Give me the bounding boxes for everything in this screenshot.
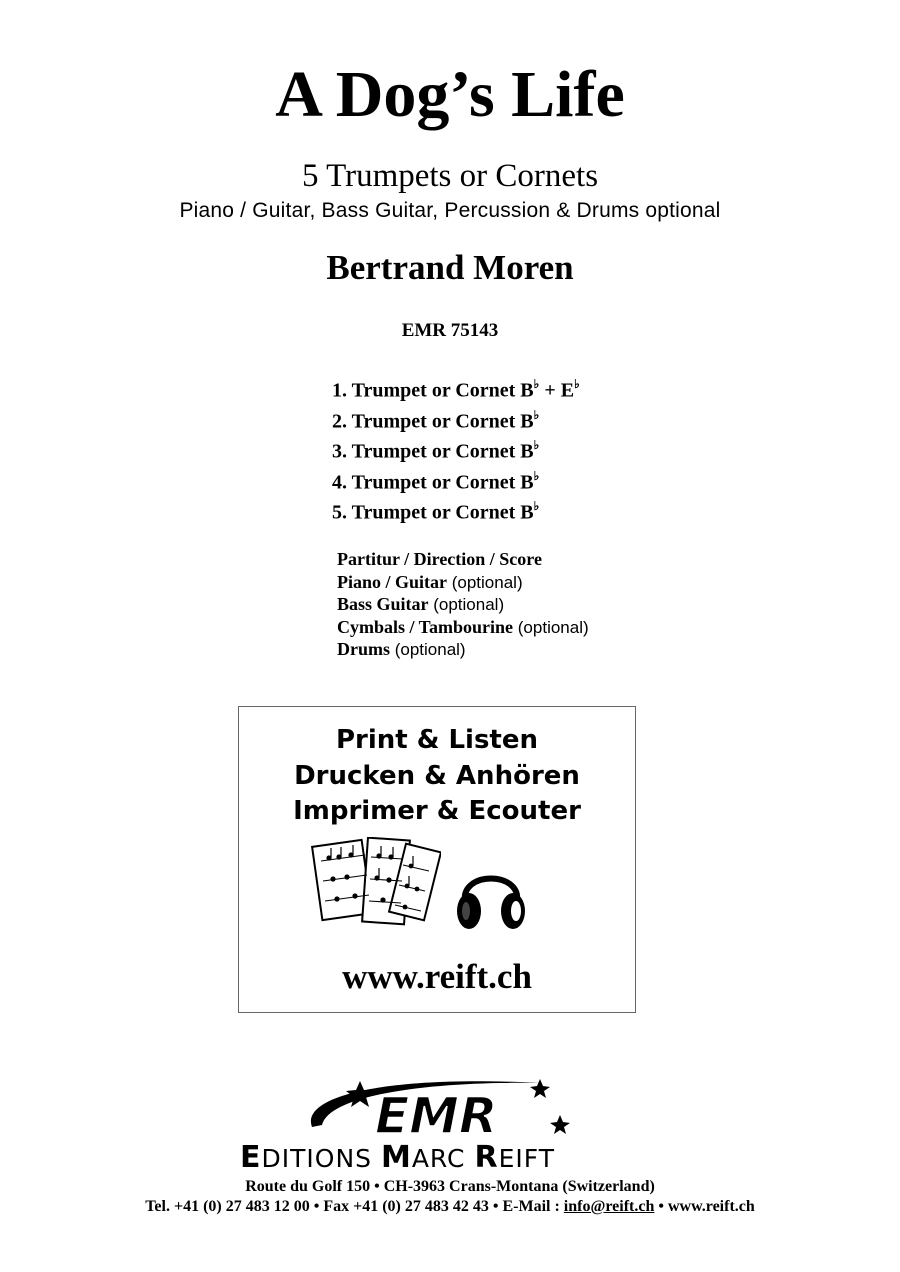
headphones-icon — [455, 857, 527, 935]
publisher-address: Route du Golf 150 • CH-3963 Crans-Montana (Switzerland) — [245, 1178, 655, 1195]
part-item: 3. Trumpet or Cornet B♭ — [332, 438, 540, 463]
material-item: Bass Guitar (optional) — [337, 594, 505, 615]
materials-list — [337, 548, 589, 661]
print-listen-promo — [238, 706, 636, 1013]
publisher-name: EDITIONS MARC REIFT — [240, 1140, 555, 1175]
page-title: A Dog’s Life — [275, 58, 625, 131]
promo-url: www.reift.ch — [342, 957, 532, 996]
promo-line-imprimer: Imprimer & Ecouter — [293, 796, 581, 826]
emr-publisher-logo — [240, 1075, 670, 1175]
parts-list — [332, 370, 580, 523]
part-item: 4. Trumpet or Cornet B♭ — [332, 468, 540, 494]
optional-instruments: Piano / Guitar, Bass Guitar, Percussion & Drums optional — [179, 199, 721, 222]
material-item: Piano / Guitar (optional) — [337, 571, 523, 592]
part-item: 2. Trumpet or Cornet B♭ — [332, 407, 540, 433]
emr-logo-text: EMR — [375, 1087, 498, 1145]
email-link[interactable]: info@reift.ch — [563, 1198, 655, 1215]
subtitle: 5 Trumpets or Cornets — [301, 158, 599, 194]
catalog-number: EMR 75143 — [401, 320, 499, 341]
sheet-music-icon — [311, 837, 441, 933]
promo-line-print-listen: Print & Listen — [335, 725, 539, 755]
material-item: Drums (optional) — [337, 639, 466, 660]
composer-name: Bertrand Moren — [326, 248, 574, 287]
part-item: 1. Trumpet or Cornet B♭ + E♭ — [332, 377, 580, 402]
material-item: Partitur / Direction / Score — [337, 549, 542, 569]
promo-line-drucken: Drucken & Anhören — [294, 761, 580, 791]
publisher-contact: Tel. +41 (0) 27 483 12 00 • Fax +41 (0) 27 483 42 43 • E-Mail : info@reift.ch • www.reift.ch — [145, 1198, 755, 1215]
part-item: 5. Trumpet or Cornet B♭ — [332, 499, 540, 524]
material-item: Cymbals / Tambourine (optional) — [337, 616, 589, 637]
